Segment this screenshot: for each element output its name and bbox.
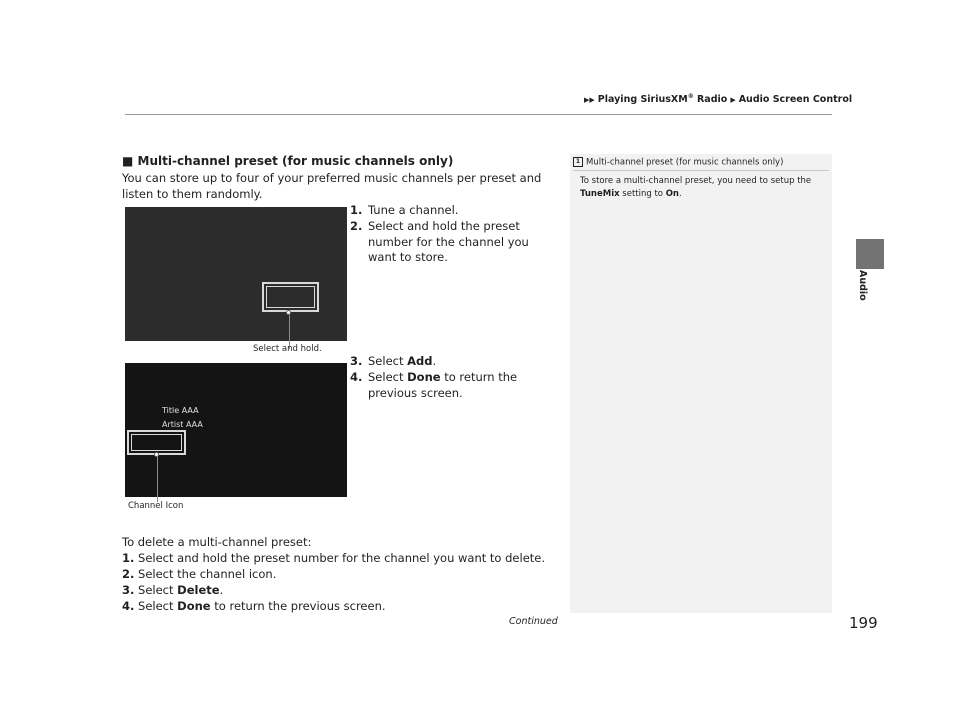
delete-intro: To delete a multi-channel preset: bbox=[122, 535, 312, 549]
store-step-4: 4. Select Done to return the previous screen. bbox=[350, 370, 518, 400]
section-intro: You can store up to four of your preferred music channels per preset and listen to them randomly. bbox=[122, 171, 542, 201]
continued-label: Continued bbox=[509, 616, 558, 627]
breadcrumb-arrow-icon: ▶▶ bbox=[584, 96, 595, 105]
delete-instructions bbox=[122, 534, 562, 614]
breadcrumb-arrow-icon: ▶ bbox=[730, 96, 736, 105]
section-heading: ■ Multi-channel preset (for music channels only) bbox=[122, 154, 454, 168]
note-title: 1 Multi-channel preset (for music channels only) bbox=[573, 157, 783, 168]
header-rule bbox=[125, 114, 832, 115]
preset-highlight-box bbox=[262, 282, 319, 312]
delete-step-1: 1. Select and hold the preset number for the channel you want to delete. bbox=[122, 551, 546, 565]
store-step-3: 3. Select Add. bbox=[350, 354, 437, 368]
store-step-2: 2. Select and hold the preset number for the channel you want to store. bbox=[350, 219, 529, 264]
delete-step-3: 3. Select Delete. bbox=[122, 583, 224, 597]
note-rule bbox=[573, 170, 829, 171]
note-body: To store a multi-channel preset, you need to setup the TuneMix setting to On. bbox=[580, 176, 812, 199]
chapter-tab-label: Audio bbox=[857, 270, 868, 301]
screen-image-preset bbox=[125, 207, 347, 341]
screen2-artist: Artist AAA bbox=[162, 420, 203, 429]
callout-dot bbox=[286, 310, 291, 315]
delete-step-4: 4. Select Done to return the previous screen. bbox=[122, 599, 386, 613]
callout-line bbox=[157, 456, 158, 502]
note-ref-icon: 1 bbox=[573, 157, 583, 167]
delete-step-2: 2. Select the channel icon. bbox=[122, 567, 277, 581]
note-panel bbox=[570, 154, 832, 613]
page-number: 199 bbox=[849, 614, 878, 632]
screen2-caption: Channel Icon bbox=[128, 501, 184, 511]
chapter-tab-marker bbox=[856, 239, 884, 269]
breadcrumb: ▶▶ Playing SiriusXM® Radio ▶ Audio Screen Control bbox=[584, 93, 853, 106]
store-step-1: 1. Tune a channel. bbox=[350, 203, 459, 217]
screen1-caption: Select and hold. bbox=[253, 344, 322, 354]
screen2-title: Title AAA bbox=[162, 406, 199, 415]
callout-dot bbox=[154, 452, 159, 457]
